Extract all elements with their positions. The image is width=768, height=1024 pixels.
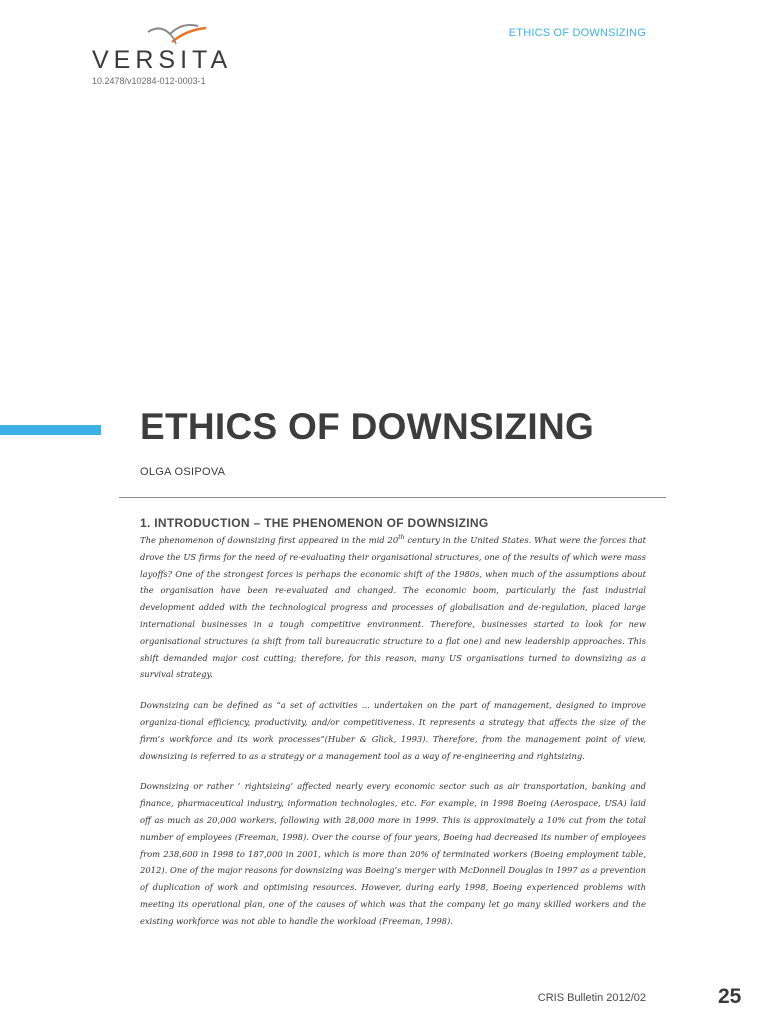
section-heading: 1. INTRODUCTION – THE PHENOMENON OF DOWNSIZING xyxy=(140,516,489,530)
accent-bar xyxy=(0,425,101,435)
bird-swoosh-icon xyxy=(146,22,218,48)
running-head: ETHICS OF DOWNSIZING xyxy=(508,27,646,39)
paragraph-2: Downsizing can be defined as “a set of activities ... undertaken on the part of management, designed to improve organiza-tional efficiency, productivity, and/or competitiveness. It represents a strategy that affects the size of the firm’s workforce and its work processes”(Huber & Glick, 1993). Therefore, from the management point of view, downsizing is referred to as a strategy or a management tool as a way of re-engineering and rightsizing. xyxy=(140,700,646,761)
page-number: 25 xyxy=(718,985,742,1008)
footer-journal: CRIS Bulletin 2012/02 xyxy=(537,992,646,1004)
article-title: ETHICS OF DOWNSIZING xyxy=(140,406,595,447)
paragraph-1-text-start: The phenomenon of downsizing first appeared in the mid 20 xyxy=(140,535,399,545)
logo-wordmark: VERSITA xyxy=(92,46,233,74)
paragraph-1 xyxy=(140,532,646,683)
doi-label: 10.2478/v10284-012-0003-1 xyxy=(92,76,206,86)
superscript-th: th xyxy=(398,534,405,542)
article-author: OLGA OSIPOVA xyxy=(140,466,226,478)
article-body xyxy=(140,532,646,944)
title-divider xyxy=(119,497,666,498)
paragraph-3: Downsizing or rather ‘ rightsizing’ affected nearly every economic sector such as air transportation, banking and finance, pharmaceutical industry, information technologies, etc. For example, in 1998 Boeing (Aerospace, USA) laid off as much as 20,000 workers, following with 28,000 more in 1999. This is approximately a 10% cut from the total number of employees (Freeman, 1998). Over the course of four years, Boeing had decreased its number of employees from 238,600 in 1998 to 187,000 in 2001, which is more than 20% of terminated workers (Boeing employment table, 2012). One of the major reasons for downsizing was Boeing’s merger with McDonnell Douglas in 1997 as a prevention of duplication of work and optimising resources. However, during early 1998, Boeing experienced problems with meeting its operational plan, one of the causes of which was that the company let go many skilled workers and the existing workforce was not able to handle the workload (Freeman, 1998). xyxy=(140,781,646,926)
paragraph-1-text-end: century in the United States. What were the forces that drove the US firms for the need of re-evaluating their organisational structures, one of the results of which were mass layoffs? One of the strongest forces is perhaps the economic shift of the 1980s, when much of the assumptions about the organisation have been re-evaluated and changed. The economic boom, particularly the fast industrial development added with the technological progress and processes of globalisation and de-regulation, placed large international businesses in a tough competitive environment. Therefore, businesses started to look for new organisational structures (a shift from tall bureaucratic structure to a flat one) and new leadership approaches. This shift demanded major cost cutting; therefore, for this reason, many US organisations turned to downsizing as a survival strategy. xyxy=(140,535,646,680)
